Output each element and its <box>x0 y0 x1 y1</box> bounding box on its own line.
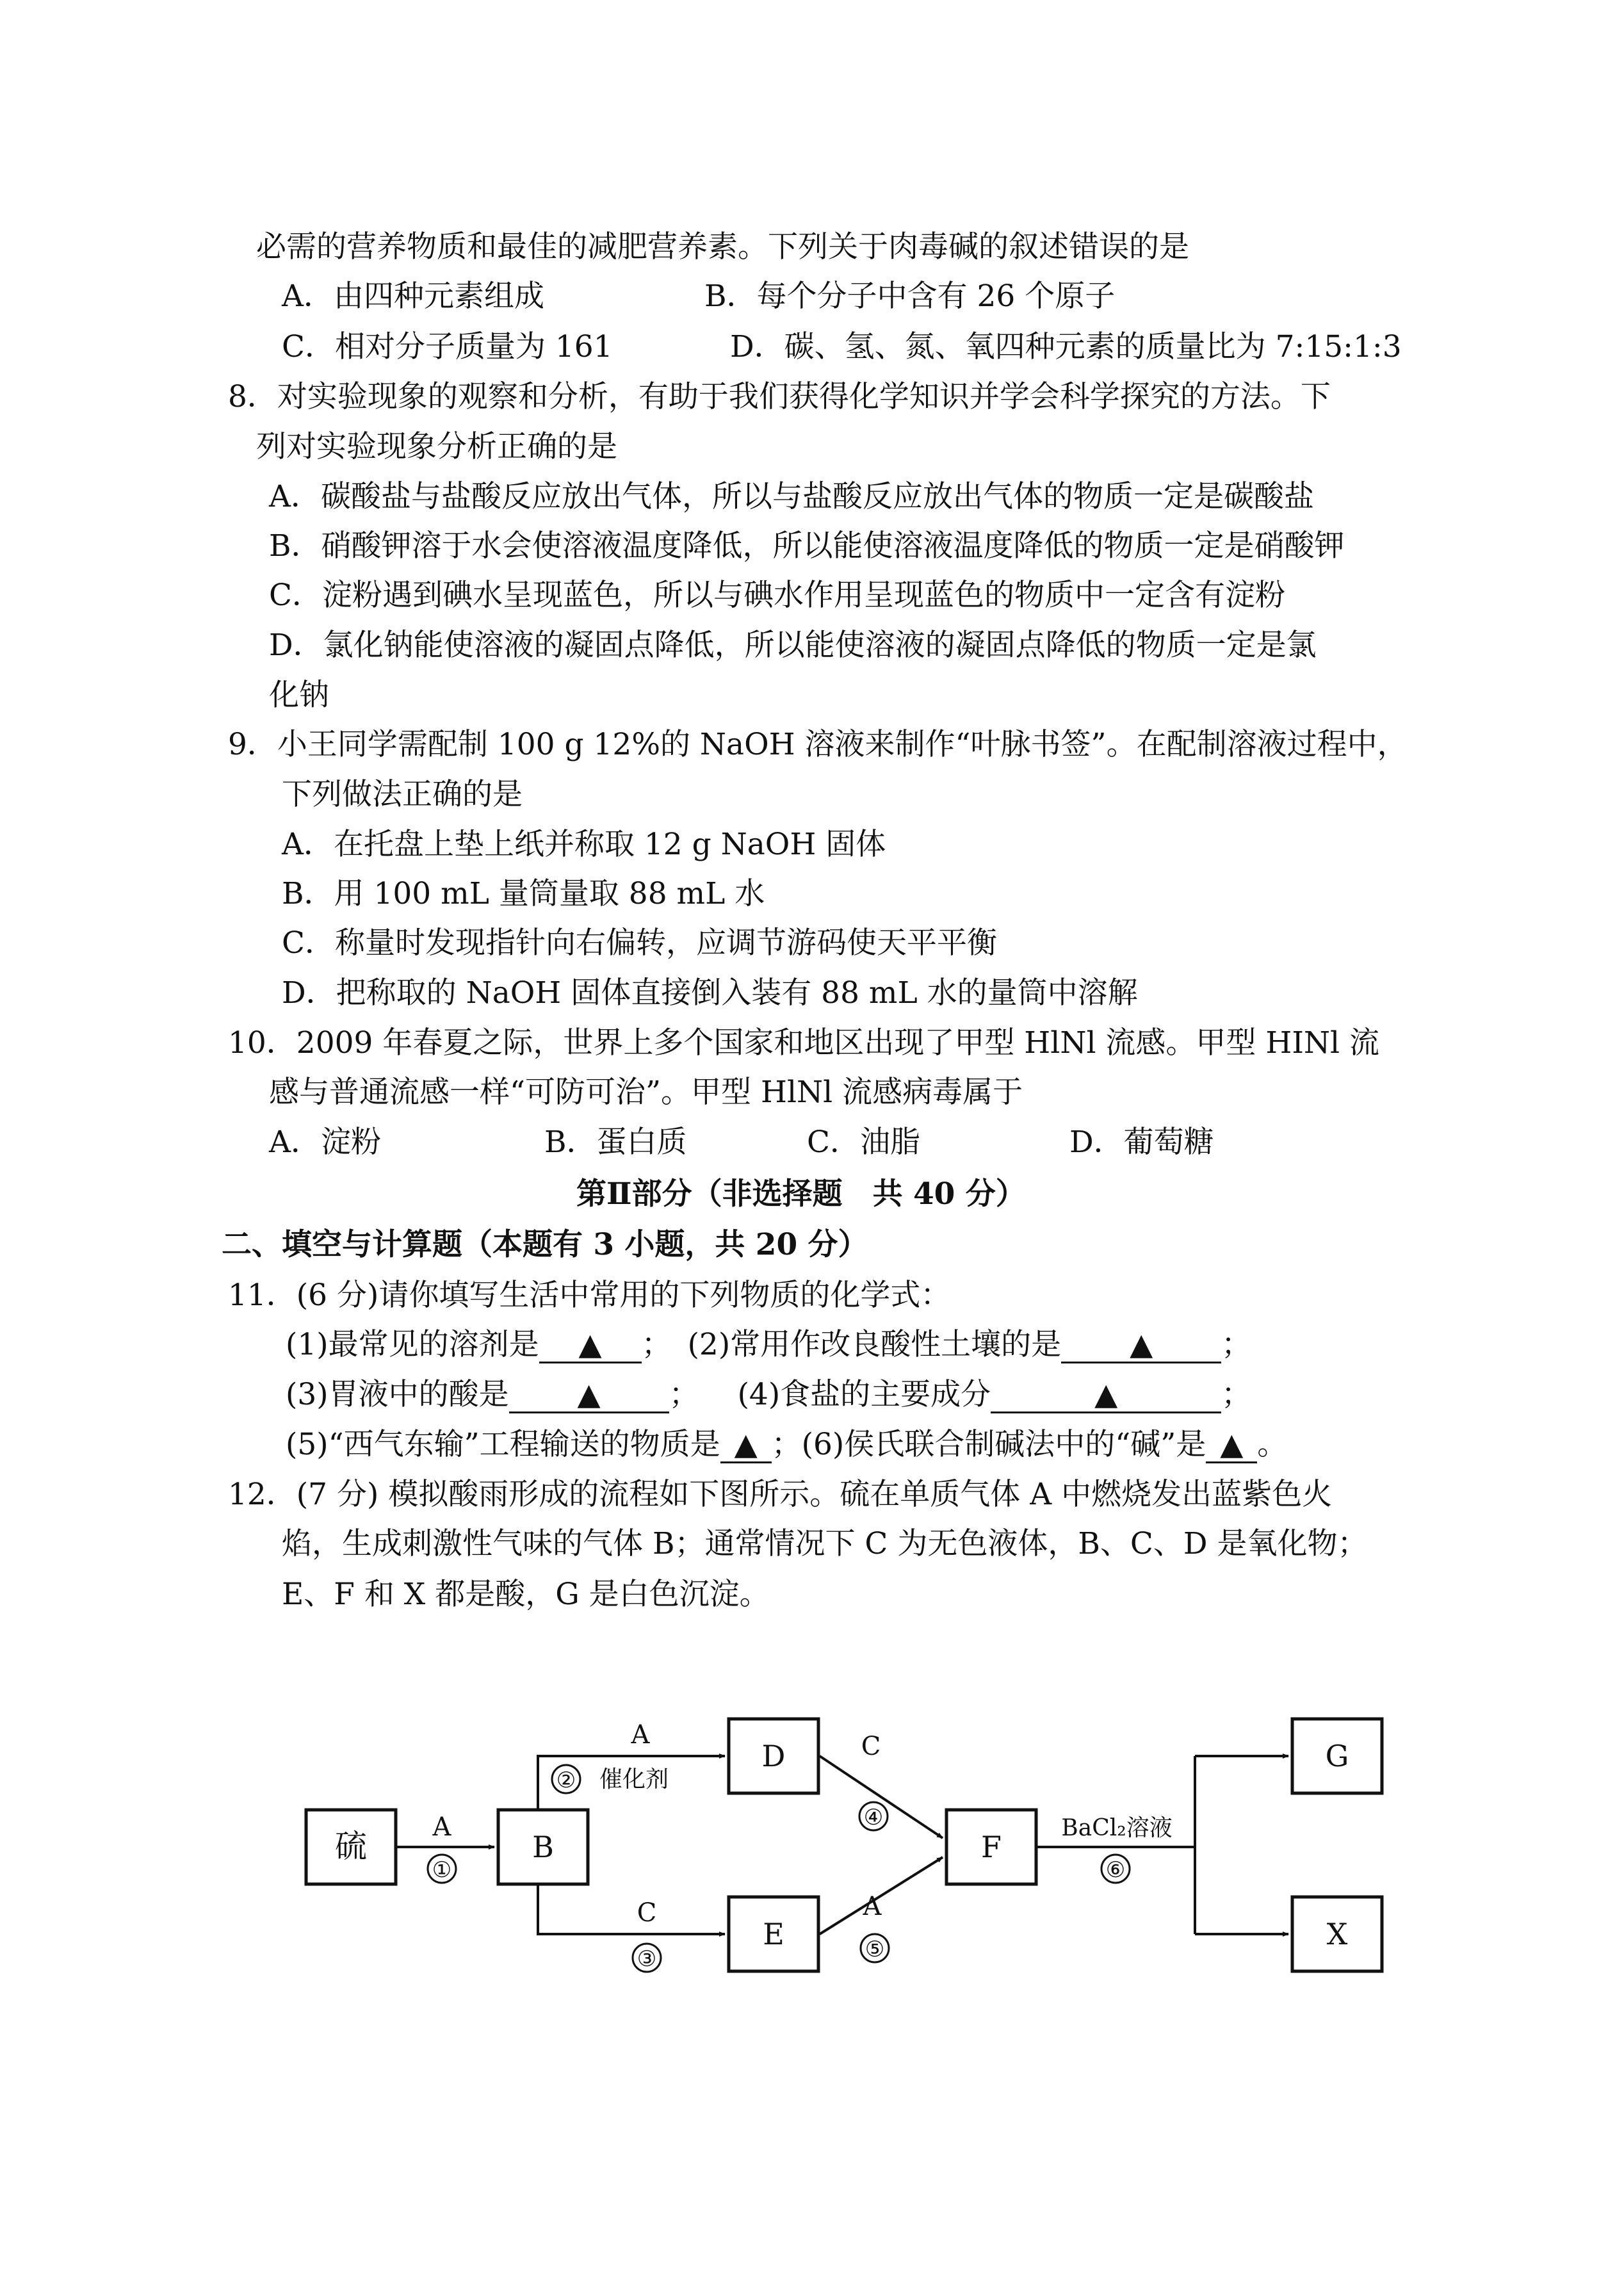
q10-option-b: B．蛋白质 <box>544 1125 687 1160</box>
answer-blank-3[interactable]: ▲ <box>509 1378 669 1413</box>
edge-1-reagent: A <box>432 1812 451 1842</box>
q11-stem: 11．(6 分)请你填写生活中常用的下列物质的化学式： <box>228 1278 951 1313</box>
q8-option-b: B．硝酸钾溶于水会使溶液温度降低，所以能使溶液温度降低的物质一定是硝酸钾 <box>269 528 1345 564</box>
q11-row-2: (3)胃液中的酸是 ▲ ； (4)食盐的主要成分 ▲ ； <box>286 1377 1252 1412</box>
q8-option-d-1: D．氯化钠能使溶液的凝固点降低，所以能使溶液的凝固点降低的物质一定是氯 <box>269 628 1317 663</box>
node-b-label: B <box>532 1830 554 1864</box>
q10-stem-1: 10．2009 年春夏之际，世界上多个国家和地区出现了甲型 HlNl 流感。甲型 HINl 流 <box>228 1025 1380 1061</box>
edge-5-reagent: A <box>863 1892 882 1921</box>
edge-4-step: ④ <box>863 1805 884 1830</box>
q8-option-a: A．碳酸盐与盐酸反应放出气体，所以与盐酸反应放出气体的物质一定是碳酸盐 <box>269 479 1314 514</box>
q8-stem-1: 8．对实验现象的观察和分析，有助于我们获得化学知识并学会科学探究的方法。下 <box>228 379 1331 414</box>
edge-4-reagent: C <box>861 1732 881 1761</box>
q12-stem-1: 12．(7 分) 模拟酸雨形成的流程如下图所示。硫在单质气体 A 中燃烧发出蓝紫色火 <box>228 1477 1333 1512</box>
edge-2-step: ② <box>556 1768 576 1793</box>
q8-option-d-2: 化钠 <box>269 678 329 713</box>
q7-option-d: D．碳、氢、氮、氧四种元素的质量比为 7:15:1:3 <box>730 329 1402 364</box>
q9-option-c: C．称量时发现指针向右偏转，应调节游码使天平平衡 <box>282 925 997 961</box>
q9-option-b: B．用 100 mL 量筒量取 88 mL 水 <box>282 876 765 911</box>
q9-option-a: A．在托盘上垫上纸并称取 12 g NaOH 固体 <box>282 827 886 862</box>
answer-blank-4[interactable]: ▲ <box>991 1378 1221 1413</box>
edge-6-step: ⑥ <box>1105 1857 1126 1883</box>
q10-option-a: A．淀粉 <box>269 1125 381 1160</box>
q10-option-d: D．葡萄糖 <box>1069 1125 1214 1160</box>
q9-option-d: D．把称取的 NaOH 固体直接倒入装有 88 mL 水的量筒中溶解 <box>282 975 1138 1011</box>
node-e-label: E <box>763 1917 784 1951</box>
part-ii-heading: 第Ⅱ部分（非选择题 共 40 分） <box>576 1176 1026 1212</box>
answer-blank-6[interactable]: ▲ <box>1206 1428 1257 1463</box>
q8-stem-2: 列对实验现象分析正确的是 <box>256 429 617 464</box>
edge-6-reagent: BaCl₂溶液 <box>1061 1815 1173 1841</box>
node-d-label: D <box>761 1739 786 1773</box>
edge-1-step: ① <box>432 1857 452 1883</box>
q7-option-a: A．由四种元素组成 <box>282 279 544 314</box>
q7-option-c: C．相对分子质量为 161 <box>282 329 613 364</box>
edge-3-arrow <box>538 1884 725 1934</box>
edge-5-step: ⑤ <box>865 1937 885 1962</box>
edge-3-step: ③ <box>637 1946 657 1972</box>
node-sulfur-label: 硫 <box>335 1828 367 1865</box>
edge-3-reagent: C <box>637 1898 657 1928</box>
q8-option-c: C．淀粉遇到碘水呈现蓝色，所以与碘水作用呈现蓝色的物质中一定含有淀粉 <box>269 578 1285 613</box>
q10-stem-2: 感与普通流感一样“可防可治”。甲型 HlNl 流感病毒属于 <box>269 1075 1023 1110</box>
node-f-label: F <box>981 1830 1002 1864</box>
node-g-label: G <box>1325 1739 1349 1773</box>
q11-row-1: (1)最常见的溶剂是 ▲ ； (2)常用作改良酸性土壤的是 ▲ ； <box>286 1327 1252 1362</box>
section-2-heading: 二、填空与计算题（本题有 3 小题，共 20 分） <box>222 1227 868 1262</box>
q7-stem-end: 必需的营养物质和最佳的减肥营养素。下列关于肉毒碱的叙述错误的是 <box>256 229 1189 264</box>
q7-option-b: B．每个分子中含有 26 个原子 <box>704 279 1116 314</box>
q12-stem-3: E、F 和 X 都是酸，G 是白色沉淀。 <box>282 1577 770 1612</box>
answer-blank-5[interactable]: ▲ <box>720 1428 772 1463</box>
edge-2-catalyst: 催化剂 <box>599 1766 669 1793</box>
q9-stem-1: 9．小王同学需配制 100 g 12%的 NaOH 溶液来制作“叶脉书签”。在配制溶液过程中， <box>228 727 1408 762</box>
q11-row-3: (5)“西气东输”工程输送的物质是 ▲ ；(6)侯氏联合制碱法中的“碱”是 ▲ 。 <box>286 1427 1288 1462</box>
edge-2-reagent: A <box>631 1720 650 1750</box>
q10-option-c: C．油脂 <box>807 1125 920 1160</box>
q12-stem-2: 焰，生成刺激性气味的气体 B；通常情况下 C 为无色液体，B、C、D 是氧化物； <box>282 1526 1368 1561</box>
answer-blank-1[interactable]: ▲ <box>539 1328 642 1363</box>
q9-stem-2: 下列做法正确的是 <box>282 777 523 812</box>
answer-blank-2[interactable]: ▲ <box>1061 1328 1221 1363</box>
node-x-label: X <box>1326 1917 1348 1951</box>
